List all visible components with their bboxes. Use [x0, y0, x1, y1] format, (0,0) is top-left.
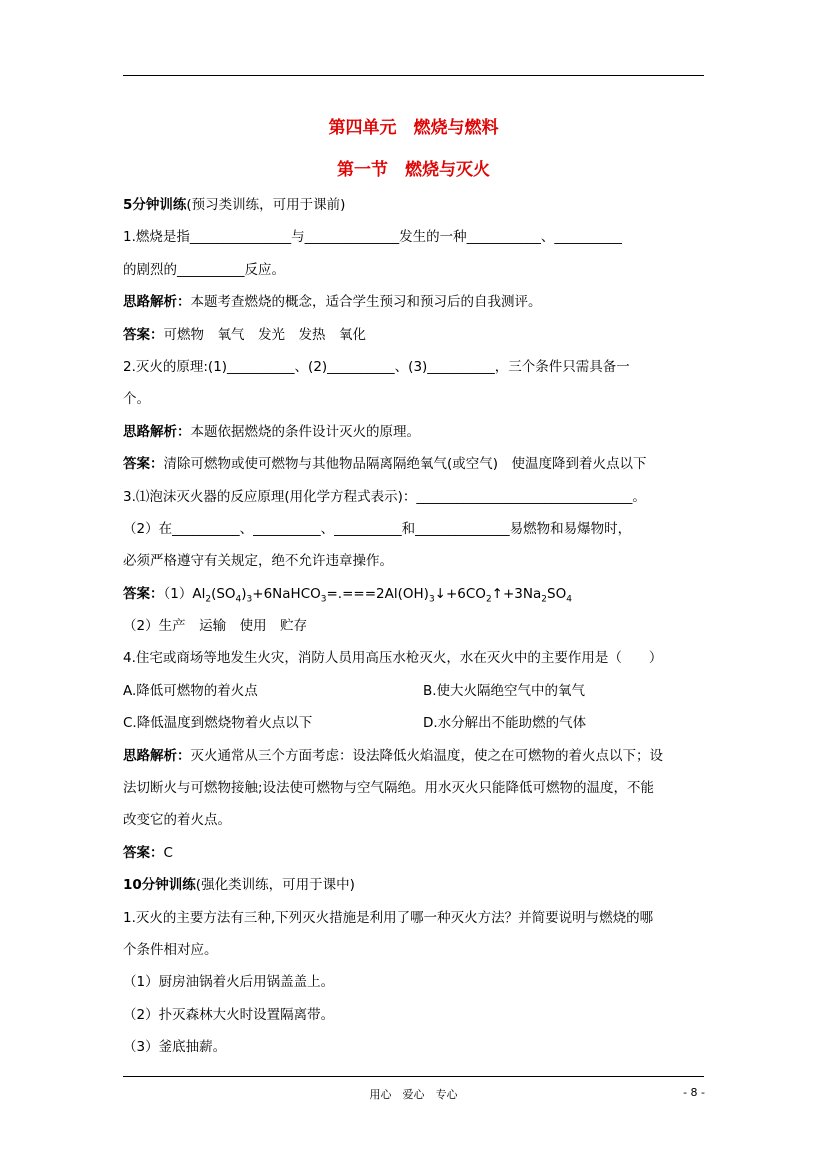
option-c: C.降低温度到燃烧物着火点以下	[123, 715, 313, 732]
section-heading-5min: 5分钟训练(预习类训练，可用于课前)	[123, 197, 346, 213]
question-3-line-1: 3.⑴泡沫灭火器的反应原理(用化学方程式表示)：________________________________。	[123, 488, 646, 505]
answer-1: 答案：可燃物 氧气 发光 发热 氧化	[123, 326, 366, 343]
answer-3-equation: 答案：$(1)Al_2(SO_4)_3+6NaHCO_3=.===2Al(OH)_3↓+6CO_2↑+3Na_2SO_4$	[123, 585, 572, 605]
header-rule	[123, 75, 704, 76]
option-a: A.降低可燃物的着火点	[123, 682, 258, 699]
question-2-line-2: 个。	[123, 391, 150, 408]
question-2-line-1: 2.灭火的原理:(1)__________、(2)__________、(3)__________，三个条件只需具备一	[123, 358, 630, 375]
answer-4: 答案：C	[123, 844, 173, 861]
question-4: 4.住宅或商场等地发生火灾，消防人员用高压水枪灭火，水在灭火中的主要作用是（ ）	[123, 650, 663, 667]
footer-motto: 用心 爱心 专心	[369, 1088, 458, 1101]
question-3-line-3: 必须严格遵守有关规定，绝不允许违章操作。	[123, 553, 393, 570]
section-heading-10min: 10分钟训练(强化类训练，可用于课中)	[123, 877, 355, 894]
analysis-4-line-1: 思路解析：灭火通常从三个方面考虑：设法降低火焰温度，使之在可燃物的着火点以下；设	[123, 747, 663, 764]
analysis-1: 思路解析：本题考查燃烧的概念，适合学生预习和预习后的自我测评。	[123, 294, 542, 311]
page-number: - 8 -	[683, 1086, 705, 1099]
options-cd	[123, 712, 704, 744]
analysis-4-line-3: 改变它的着火点。	[123, 812, 231, 829]
analysis-4-line-2: 法切断火与可燃物接触;设法使可燃物与空气隔绝。用水灭火只能降低可燃物的温度，不能	[123, 780, 655, 797]
s2-question-1-line-1: 1.灭火的主要方法有三种,下列灭火措施是利用了哪一种灭火方法？并简要说明与燃烧的哪	[123, 909, 654, 926]
question-3-line-2: （2）在__________、__________、__________和______________易燃物和易爆物时，	[123, 520, 632, 537]
option-b: B.使大火隔绝空气中的氧气	[423, 682, 586, 699]
answer-3-line-2: （2）生产 运输 使用 贮存	[123, 618, 308, 635]
s2-item-3: （3）釜底抽薪。	[123, 1039, 227, 1056]
footer-rule	[123, 1076, 704, 1077]
s2-question-1-line-2: 个条件相对应。	[123, 941, 218, 958]
option-d: D.水分解出不能助燃的气体	[423, 715, 587, 732]
document-body	[123, 194, 704, 1069]
answer-2: 答案：清除可燃物或使可燃物与其他物品隔离隔绝氧气(或空气) 使温度降到着火点以下	[123, 456, 647, 473]
s2-item-1: （1）厨房油锅着火后用锅盖盖上。	[123, 974, 335, 991]
options-ab	[123, 680, 704, 712]
analysis-2: 思路解析：本题依据燃烧的条件设计灭火的原理。	[123, 423, 420, 440]
s2-item-2: （2）扑灭森林大火时设置隔离带。	[123, 1006, 335, 1023]
section-title: 第一节 燃烧与灭火	[337, 160, 490, 180]
question-1-line-2: 的剧烈的__________反应。	[123, 261, 285, 278]
unit-title: 第四单元 燃烧与燃料	[328, 118, 499, 138]
question-1-line-1: 1.燃烧是指_______________与______________发生的一种___________、__________	[123, 229, 622, 246]
